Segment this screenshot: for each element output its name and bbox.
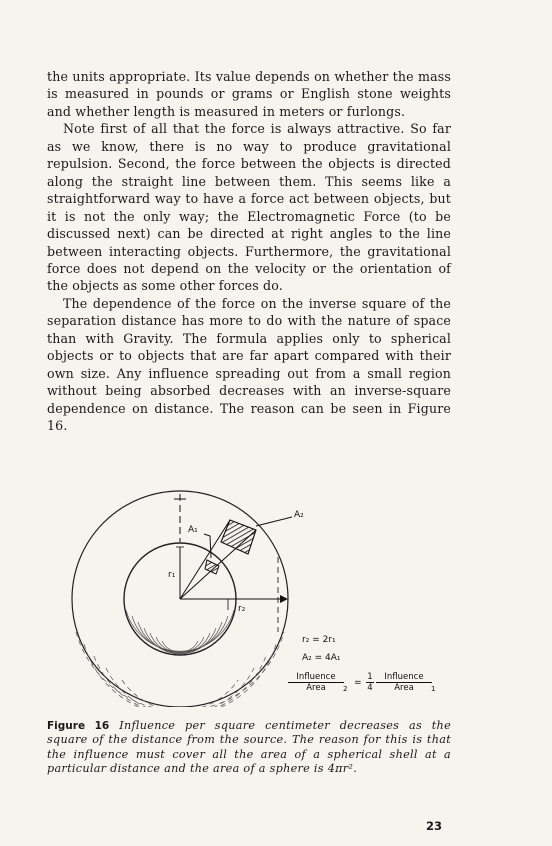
rhs-denominator: Area xyxy=(394,683,414,693)
fraction-coefficient xyxy=(366,672,374,693)
caption-text: Influence per square centimeter decreases as the square of the distance from the source. The reason for this is that the influence must cover all the area of a spherical shell at a particular distance and the area of a sphere is 4πr². xyxy=(47,719,451,775)
page-number: 23 xyxy=(426,819,443,833)
fraction-lhs xyxy=(288,672,344,693)
equation-a2-a1: A₂ = 4A₁ xyxy=(302,653,341,663)
figure-16-diagram xyxy=(70,482,470,707)
rhs-numerator: Influence xyxy=(376,672,432,683)
label-a2: A₂ xyxy=(294,510,304,520)
lhs-subscript: 2 xyxy=(343,685,348,693)
label-a1: A₁ xyxy=(188,525,198,535)
paragraph-3: The dependence of the force on the inverse square of the separation distance has more to do with the nature of space than with Gravity. The formula applies only to spherical objects or to objects that are far apart compared with their own size. Any influence spreading out from a small region without being absorbed decreases with an inverse-square dependence on distance. The reason can be seen in Figure 16. xyxy=(47,295,451,434)
area-a1 xyxy=(205,560,219,574)
coef-denominator: 4 xyxy=(367,683,373,693)
body-text xyxy=(47,68,451,435)
label-r2: r₂ xyxy=(238,604,246,614)
label-r1: r₁ xyxy=(168,570,176,580)
figure-caption xyxy=(47,719,451,776)
figure-number: Figure 16 xyxy=(47,720,110,732)
equals-sign: = xyxy=(354,678,362,688)
lhs-denominator: Area xyxy=(306,683,326,693)
sphere-shading xyxy=(76,610,284,707)
paragraph-2: Note first of all that the force is always attractive. So far as we know, there is no way to produce gravitational repulsion. Second, the force between the objects is directed along the straight line between them. This seems like a straightforward way to have a force act between objects, but it is not the only way; the Electromagnetic Force (to be discussed next) can be directed at right angles to the line between interacting objects. Furthermore, the gravitational force does not depend on the velocity or the orientation of the objects as some other forces do. xyxy=(47,121,451,294)
rhs-subscript: 1 xyxy=(431,685,436,693)
fraction-rhs xyxy=(376,672,432,693)
lhs-numerator: Influence xyxy=(288,672,344,683)
paragraph-1: the units appropriate. Its value depends on whether the mass is measured in pounds or grams or English stone weights and whether length is measured in meters or furlongs. xyxy=(47,69,451,119)
coef-numerator: 1 xyxy=(367,672,373,682)
equation-r2-r1: r₂ = 2r₁ xyxy=(302,635,336,645)
